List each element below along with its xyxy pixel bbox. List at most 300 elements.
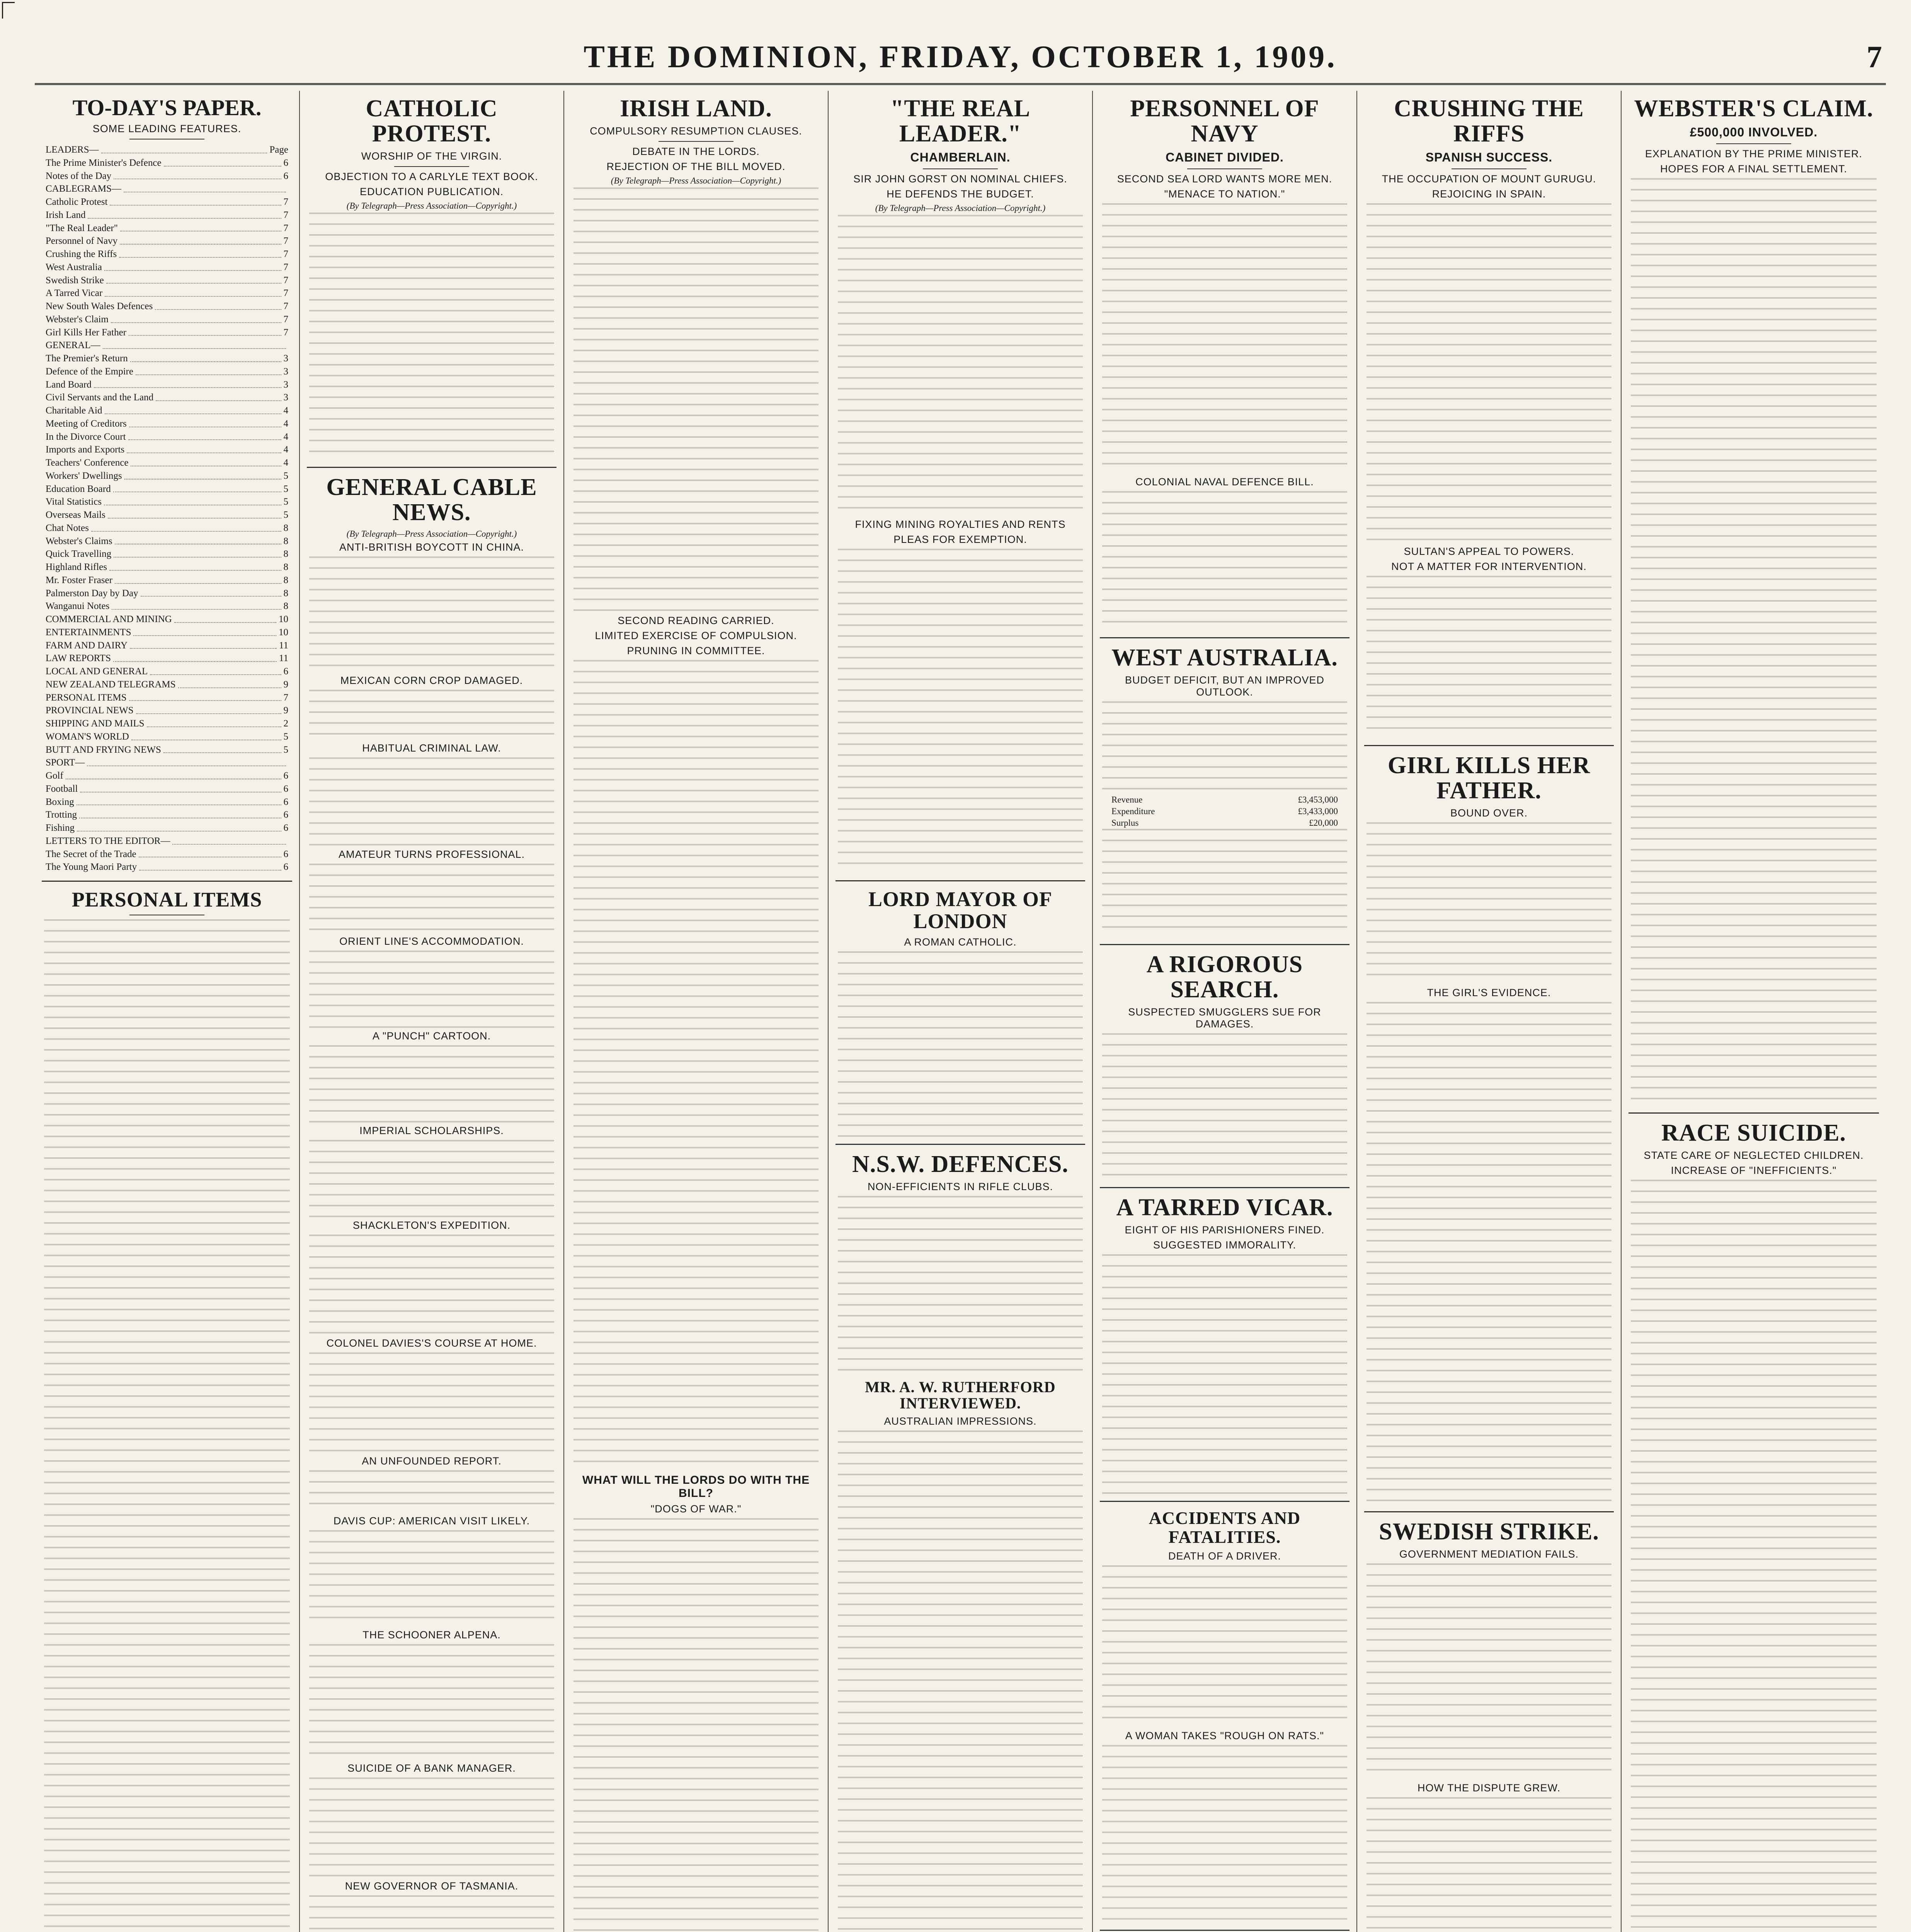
index-item-page: 6 [283,849,288,859]
article-text-block [1102,1565,1347,1728]
index-item-page: 8 [283,536,288,546]
article-text-block [838,1196,1083,1374]
budget-table [1100,794,1349,829]
article-text-block [309,757,554,846]
index-item-page: 4 [283,431,288,442]
index-item [42,808,292,821]
index-item [42,430,292,444]
index-item [42,261,292,274]
index-item-label: LOCAL AND GENERAL [46,666,148,677]
index-title: TO-DAY'S PAPER. [72,95,262,120]
index-item-label: Overseas Mails [46,510,106,520]
index-item-label: Catholic Protest [46,197,108,207]
budget-value: £3,453,000 [1298,795,1338,805]
index-item [42,769,292,782]
subhead: DEATH OF A DRIVER. [1168,1550,1281,1562]
index-item-label: Charitable Aid [46,405,102,416]
index-item-label: CABLEGRAMS— [46,184,121,194]
index-item-label: Palmerston Day by Day [46,588,138,599]
index-item [42,509,292,522]
newspaper-page [35,37,1886,1932]
leader-dots [77,821,281,832]
subhead: NON-EFFICIENTS IN RIFLE CLUBS. [867,1180,1053,1192]
index-item-page: 8 [283,575,288,585]
divider [836,1144,1085,1145]
subhead: AN UNFOUNDED REPORT. [362,1455,502,1467]
page-number: 7 [1867,40,1882,74]
leader-dots [66,769,281,779]
subhead: PLEAS FOR EXEMPTION. [893,534,1027,546]
index-item-label: Personnel of Navy [46,236,118,247]
leader-dots [111,313,281,323]
budget-label: Surplus [1111,818,1139,828]
index-item-page: 7 [283,209,288,220]
leader-dots [155,300,281,310]
index-item-page: 8 [283,601,288,612]
subhead: A WOMAN TAKES "ROUGH ON RATS." [1125,1730,1324,1742]
index-item-page: 5 [283,497,288,507]
index-item-page: 8 [283,549,288,560]
index-item-page: 10 [279,614,288,624]
index-item-label: BUTT AND FRYING NEWS [46,744,161,755]
index-item-page: 7 [283,275,288,286]
article-text-block [573,660,819,1471]
index-item [42,600,292,613]
index-item-label: The Secret of the Trade [46,849,136,859]
leader-dots [131,730,281,740]
index-item-label: Highland Rifles [46,562,107,572]
headline-websters-claim: WEBSTER'S CLAIM. [1634,95,1874,122]
leader-dots [139,861,281,871]
index-item-page: 6 [283,170,288,181]
subhead: AUSTRALIAN IMPRESSIONS. [884,1415,1037,1427]
index-item [42,274,292,287]
index-item-page: 9 [283,705,288,716]
index-item-page: 7 [283,249,288,259]
subhead: SULTAN'S APPEAL TO POWERS. [1404,546,1574,558]
index-item-label: The Young Maori Party [46,862,137,872]
leader-dots [103,339,286,349]
subhead: THE OCCUPATION OF MOUNT GURUGU. [1382,173,1596,185]
divider [42,881,292,882]
masthead [35,37,1886,85]
subhead: SIR JOHN GORST ON NOMINAL CHIEFS. [853,173,1067,185]
divider [1716,143,1791,144]
article-text-block [309,1235,554,1335]
subhead: EXPLANATION BY THE PRIME MINISTER. [1645,148,1863,160]
subhead: SUGGESTED IMMORALITY. [1153,1239,1297,1251]
leader-dots [139,848,281,858]
headline-personnel-of-navy: PERSONNEL OF NAVY [1130,95,1319,147]
headline-personal-items: PERSONAL ITEMS [71,888,262,911]
headline-west-australia: WEST AUSTRALIA. [1111,645,1338,671]
leader-dots [164,156,281,167]
leader-dots [94,378,281,388]
index-item [42,495,292,509]
index-item-page: 3 [283,366,288,377]
index-item-page: 2 [283,718,288,729]
column-3 [563,91,828,1932]
index-item-label: Wanganui Notes [46,601,110,612]
subhead: HE DEFENDS THE BUDGET. [887,188,1034,200]
index-item [42,548,292,561]
index-item [42,170,292,183]
leader-dots [120,222,281,232]
index-item-page: 5 [283,483,288,494]
index-item-page: 7 [283,262,288,272]
leader-dots [114,170,281,180]
divider [1364,1511,1614,1512]
leader-dots [178,678,281,688]
index-item-page: 7 [283,327,288,338]
index-item-page: 8 [283,522,288,533]
divider [394,166,469,167]
headline-a-tarred-vicar: A TARRED VICAR. [1116,1194,1333,1221]
index-item-page: 7 [283,692,288,703]
index-item [42,782,292,796]
index-item [42,848,292,861]
index-item-label: Notes of the Day [46,170,112,181]
index-item-label: West Australia [46,262,102,272]
leader-dots [91,522,281,532]
index-item-label: Education Board [46,483,111,494]
index-item-page: 6 [283,796,288,807]
index-item-page: 7 [283,223,288,233]
leader-dots [124,182,286,192]
article-text-block [1366,576,1612,738]
article-text-block [1366,1002,1612,1504]
budget-label: Revenue [1111,795,1143,805]
index-item [42,535,292,548]
index-item [42,626,292,639]
article-text-block [1102,1033,1347,1180]
leader-dots [174,613,276,623]
subhead: ORIENT LINE'S ACCOMMODATION. [339,935,524,947]
index-item-page: 7 [283,301,288,311]
index-item [42,339,292,352]
index-item-label: Webster's Claim [46,314,109,325]
index-item [42,613,292,626]
article-text-block [309,1352,554,1453]
dateline: (By Telegraph—Press Association—Copyright.) [346,529,517,539]
divider [923,168,998,169]
index-item-label: Civil Servants and the Land [46,392,154,403]
index-item [42,313,292,326]
subhead: THE GIRL'S EVIDENCE. [1427,987,1551,999]
dateline: (By Telegraph—Press Association—Copyright.) [346,201,517,211]
index-item [42,248,292,261]
article-text-block [44,919,290,1932]
article-text-block [309,1530,554,1627]
subhead: COMPULSORY RESUMPTION CLAUSES. [590,125,802,137]
budget-value: £20,000 [1309,818,1338,828]
index-item-page: 6 [283,810,288,820]
index-item-label: Irish Land [46,209,86,220]
leader-dots [131,456,281,466]
subhead: £500,000 INVOLVED. [1690,125,1818,139]
index-item-label: Quick Travelling [46,549,112,560]
article-text-block [1366,203,1612,543]
subhead: A ROMAN CATHOLIC. [904,936,1017,948]
index-item-label: PROVINCIAL NEWS [46,705,134,716]
divider [1452,168,1526,169]
subhead: SHACKLETON'S EXPEDITION. [352,1219,511,1231]
subhead: ANTI-BRITISH BOYCOTT IN CHINA. [339,541,524,553]
subhead: BOUND OVER. [1450,807,1528,819]
article-text-block [838,215,1083,516]
index-item-label: "The Real Leader" [46,223,118,233]
headline-irish-land: IRISH LAND. [620,95,772,122]
article-text-block [1631,178,1877,1105]
article-text-block [1102,203,1347,474]
article-text-block [309,213,554,460]
leader-dots [101,143,267,153]
subhead: SUICIDE OF A BANK MANAGER. [347,1762,516,1774]
index-item [42,456,292,469]
headline-accidents: ACCIDENTS AND FATALITIES. [1149,1508,1301,1547]
index-item [42,235,292,248]
dateline: (By Telegraph—Press Association—Copyright.) [611,176,781,186]
headline-lord-mayor: LORD MAYOR OF LONDON [868,888,1052,933]
subhead: IMPERIAL SCHOLARSHIPS. [359,1125,504,1137]
leader-dots [172,835,286,845]
index-item-label: LETTERS TO THE EDITOR— [46,835,170,846]
article-text-block [573,1518,819,1932]
leader-dots [108,509,281,519]
subhead: EIGHT OF HIS PARISHIONERS FINED. [1125,1224,1325,1236]
headline-catholic-protest: CATHOLIC PROTEST. [366,95,498,147]
index-item-page: 3 [283,379,288,390]
index-item-label: WOMAN'S WORLD [46,731,129,742]
divider [659,141,733,142]
index-item-label: Teachers' Conference [46,457,129,468]
leader-dots [130,639,277,649]
index-item-page: 4 [283,418,288,429]
index-item-label: NEW ZEALAND TELEGRAMS [46,679,176,690]
index-item [42,796,292,809]
leader-dots [130,352,281,362]
headline-race-suicide: RACE SUICIDE. [1661,1120,1846,1146]
index-item-page: 4 [283,444,288,455]
leader-dots [133,626,276,636]
index-item-page: 3 [283,392,288,403]
index-item [42,730,292,743]
index-item [42,404,292,417]
index-item [42,704,292,717]
leader-dots [79,808,281,818]
leader-dots [115,535,281,545]
index-item [42,365,292,378]
divider [1187,168,1262,169]
article-text-block [1102,1745,1347,1923]
leader-dots [80,782,281,793]
masthead-title: THE DOMINION, FRIDAY, OCTOBER 1, 1909. [584,39,1337,74]
subhead: SUSPECTED SMUGGLERS SUE FOR DAMAGES. [1128,1006,1321,1030]
index-item [42,691,292,704]
index-item [42,417,292,430]
leader-dots [88,209,281,219]
subhead: PRUNING IN COMMITTEE. [627,645,765,657]
index-item [42,196,292,209]
index-item [42,522,292,535]
divider [836,880,1085,881]
subhead: CABINET DIVIDED. [1166,150,1284,165]
index-item-page: 11 [279,653,288,664]
leader-dots [110,196,281,206]
column-1 [35,91,299,1932]
index-item-label: The Premier's Return [46,353,128,364]
index-item-label: Meeting of Creditors [46,418,127,429]
leader-dots [129,326,281,336]
subhead: FIXING MINING ROYALTIES AND RENTS [855,519,1066,531]
leader-dots [109,561,281,571]
index-item-page: 10 [279,627,288,638]
index-item [42,574,292,587]
article-text-block [1102,701,1347,794]
index-item-label: Chat Notes [46,522,89,533]
divider [1100,944,1349,945]
leader-dots [105,404,281,414]
article-text-block [838,549,1083,873]
article-text-block [838,951,1083,1137]
leader-dots [87,756,286,766]
subhead: BUDGET DEFICIT, BUT AN IMPROVED OUTLOOK. [1125,674,1325,698]
column-4 [828,91,1092,1932]
subhead: SECOND SEA LORD WANTS MORE MEN. [1117,173,1332,185]
leader-dots [150,665,281,675]
headline-girl-kills-her-father: GIRL KILLS HER FATHER. [1388,752,1590,804]
subhead: SECOND READING CARRIED. [618,615,774,627]
index-item-label: Workers' Dwellings [46,470,122,481]
index-item [42,443,292,456]
index-item [42,756,292,769]
leader-dots [127,443,281,453]
subhead: REJECTION OF THE BILL MOVED. [606,161,786,173]
index-item-page: 5 [283,510,288,520]
index-item [42,861,292,874]
budget-value: £3,433,000 [1298,806,1338,816]
leader-dots [156,391,281,401]
index-item-label: GENERAL— [46,340,100,351]
divider [1100,637,1349,638]
index-item-label: FARM AND DAIRY [46,640,128,651]
index-item-page: 5 [283,744,288,755]
headline-crushing-the-riffs: CRUSHING THE RIFFS [1394,95,1584,147]
index-item-label: ENTERTAINMENTS [46,627,131,638]
index-item-label: Defence of the Empire [46,366,133,377]
article-text-block [309,1140,554,1217]
headline-swedish-strike: SWEDISH STRIKE. [1379,1519,1599,1545]
subhead: "MENACE TO NATION." [1164,188,1285,200]
article-text-block [838,1430,1083,1932]
index-item [42,717,292,730]
divider [1100,1187,1349,1188]
article-text-block [309,1644,554,1760]
subhead: WHAT WILL THE LORDS DO WITH THE BILL? [582,1474,810,1500]
crop-mark-top [2,2,15,19]
divider [1100,1501,1349,1502]
index-item-label: Land Board [46,379,92,390]
subhead: HOPES FOR A FINAL SETTLEMENT. [1660,163,1848,175]
index-item-page: 4 [283,457,288,468]
index-subtitle: SOME LEADING FEATURES. [92,123,242,134]
index-item-page: 6 [283,157,288,168]
article-text-block [1631,1180,1877,1932]
article-text-block [309,690,554,740]
index-item [42,652,292,665]
index-item-page: 6 [283,783,288,794]
index-item [42,222,292,235]
index-item [42,156,292,170]
leader-dots [119,248,281,258]
budget-row [1100,806,1349,817]
article-text-block [309,1470,554,1513]
subhead: STATE CARE OF NEGLECTED CHILDREN. [1644,1150,1864,1162]
subhead: "DOGS OF WAR." [650,1503,742,1515]
index-item-page: 7 [283,314,288,325]
index-item-label: The Prime Minister's Defence [46,157,162,168]
index-item [42,378,292,391]
subhead: INCREASE OF "INEFFICIENTS." [1671,1165,1837,1177]
article-text-block [309,556,554,672]
index-item-page: Page [269,145,288,155]
index-item [42,391,292,404]
index-item-label: PERSONAL ITEMS [46,692,127,703]
index-item-page: 3 [283,353,288,364]
leader-dots [141,587,281,597]
index-item-label: In the Divorce Court [46,431,126,442]
index-item-label: Imports and Exports [46,444,125,455]
article-text-block [309,1777,554,1878]
index-item-page: 7 [283,197,288,207]
index-item [42,821,292,835]
leader-dots [112,600,281,610]
index-item [42,300,292,313]
subhead: DEBATE IN THE LORDS. [632,146,760,158]
index-item-label: Boxing [46,796,74,807]
index-item-label: Vital Statistics [46,497,102,507]
article-text-block [309,864,554,933]
index-item-label: Golf [46,770,63,781]
index-item-page: 6 [283,823,288,833]
budget-row [1100,817,1349,829]
leader-dots [77,796,281,806]
index-item-label: LAW REPORTS [46,653,111,664]
article-text-block [309,951,554,1028]
index-item [42,287,292,300]
subhead: WORSHIP OF THE VIRGIN. [361,150,502,162]
leader-dots [113,483,281,493]
leader-dots [104,495,281,505]
subhead: MEXICAN CORN CROP DAMAGED. [340,675,523,687]
index-item-label: New South Wales Defences [46,301,153,311]
index-item [42,209,292,222]
subhead: LIMITED EXERCISE OF COMPULSION. [595,630,797,642]
article-text-block [1366,822,1612,985]
index-item [42,143,292,156]
leader-dots [129,691,281,701]
subhead: GOVERNMENT MEDIATION FAILS. [1399,1548,1579,1560]
index-item-label: Crushing the Riffs [46,249,117,259]
index-item [42,352,292,365]
subhead: A "PUNCH" CARTOON. [372,1030,491,1042]
leader-dots [147,717,281,727]
index-item-label: A Tarred Vicar [46,288,103,299]
subhead: HOW THE DISPUTE GREW. [1417,1782,1561,1794]
index-item [42,665,292,678]
index-item [42,469,292,483]
subhead: THE SCHOONER ALPENA. [362,1629,501,1641]
